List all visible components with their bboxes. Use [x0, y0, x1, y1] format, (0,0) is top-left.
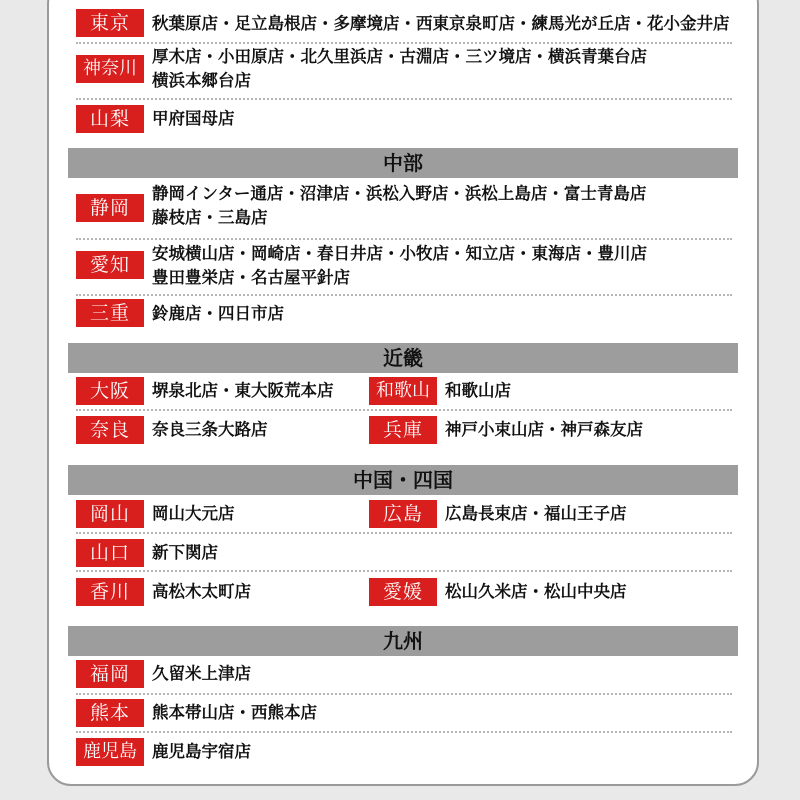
store-names: 秋葉原店・足立島根店・多摩境店・西東京泉町店・練馬光が丘店・花小金井店 — [152, 14, 730, 33]
store-names: 神戸小束山店・神戸森友店 — [445, 420, 643, 439]
store-names: 堺泉北店・東大阪荒本店 — [152, 381, 334, 400]
store-names: 甲府国母店 — [152, 109, 235, 128]
store-names: 岡山大元店 — [152, 504, 235, 523]
pref-row-fukuoka — [76, 657, 732, 695]
pref-badge: 山口 — [76, 539, 144, 567]
pref-badge: 山梨 — [76, 105, 144, 133]
pref-row-kumamoto — [76, 695, 732, 733]
store-names: 松山久米店・松山中央店 — [445, 582, 627, 601]
pref-badge: 大阪 — [76, 377, 144, 405]
store-names: 和歌山店 — [445, 381, 511, 400]
store-names: 久留米上津店 — [152, 664, 251, 683]
region-header-kyushu: 九州 — [68, 626, 738, 656]
store-names: 安城横山店・岡崎店・春日井店・小牧店・知立店・東海店・豊川店 — [152, 244, 647, 263]
pref-row-aichi — [76, 240, 732, 296]
pref-row-pair — [76, 411, 732, 451]
pref-row-pair — [76, 572, 732, 614]
region-header-chubu: 中部 — [68, 148, 738, 178]
pref-row-kanagawa — [76, 44, 732, 100]
pref-row-yamaguchi — [76, 534, 732, 572]
pref-row-tokyo — [76, 0, 732, 44]
pref-badge: 広島 — [369, 500, 437, 528]
pref-badge: 兵庫 — [369, 416, 437, 444]
pref-badge: 東京 — [76, 9, 144, 37]
pref-badge: 福岡 — [76, 660, 144, 688]
store-names: 厚木店・小田原店・北久里浜店・古淵店・三ツ境店・横浜青葉台店 — [152, 47, 647, 66]
pref-badge: 神奈川 — [76, 55, 144, 83]
pref-row-pair — [76, 497, 732, 534]
region-header-kinki: 近畿 — [68, 343, 738, 373]
pref-row-mie — [76, 296, 732, 332]
store-names: 豊田豊栄店・名古屋平針店 — [152, 268, 350, 287]
pref-badge: 和歌山 — [369, 377, 437, 405]
pref-badge: 三重 — [76, 299, 144, 327]
store-names: 熊本帯山店・西熊本店 — [152, 703, 317, 722]
pref-badge: 岡山 — [76, 500, 144, 528]
store-names: 静岡インター通店・沼津店・浜松入野店・浜松上島店・富士青島店 — [152, 184, 647, 203]
pref-badge: 静岡 — [76, 194, 144, 222]
store-names: 鹿児島宇宿店 — [152, 742, 251, 761]
pref-row-pair — [76, 374, 732, 411]
store-names: 奈良三条大路店 — [152, 420, 268, 439]
pref-badge: 香川 — [76, 578, 144, 606]
pref-badge: 熊本 — [76, 699, 144, 727]
pref-badge: 鹿児島 — [76, 738, 144, 766]
pref-badge: 愛知 — [76, 251, 144, 279]
store-names: 新下関店 — [152, 543, 218, 562]
region-header-chugoku-shikoku: 中国・四国 — [68, 465, 738, 495]
pref-row-shizuoka — [76, 180, 732, 240]
pref-row-kagoshima — [76, 733, 732, 773]
pref-badge: 奈良 — [76, 416, 144, 444]
store-names: 高松木太町店 — [152, 582, 251, 601]
store-names: 横浜本郷台店 — [152, 71, 251, 90]
store-names: 鈴鹿店・四日市店 — [152, 304, 284, 323]
pref-row-yamanashi — [76, 100, 732, 136]
store-names: 藤枝店・三島店 — [152, 208, 268, 227]
store-names: 広島長束店・福山王子店 — [445, 504, 627, 523]
pref-badge: 愛媛 — [369, 578, 437, 606]
